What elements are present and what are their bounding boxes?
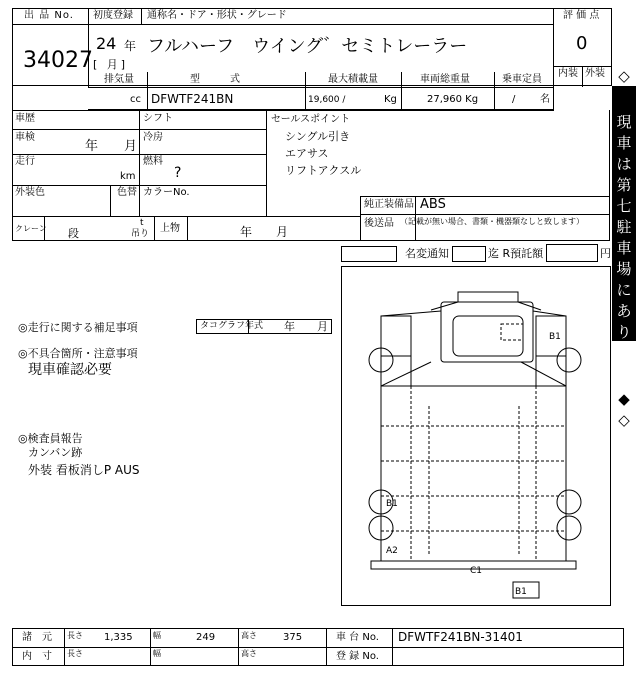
first-reg-year: 24	[96, 34, 117, 53]
sales-points-label: セールスポイント	[271, 114, 351, 125]
reg-label: 登 録 No.	[336, 651, 379, 662]
side-notice-char: 車	[616, 239, 632, 257]
side-notice-char: ◇	[618, 67, 630, 85]
mark-b1-upper: B1	[549, 332, 561, 342]
gross-weight: 27,960 Kg	[427, 94, 479, 105]
shift-label: シフト	[143, 113, 173, 124]
aftermarket-label: 後送品	[364, 218, 394, 229]
side-notice-char: す	[616, 365, 632, 383]
height-value: 375	[283, 632, 303, 643]
chassis-no: DFWTF241BN-31401	[398, 630, 523, 644]
first-reg-month: [ 月]	[93, 58, 129, 71]
deposit-label: 迄 R預託額	[488, 247, 544, 260]
side-notice-char: あ	[616, 302, 632, 320]
sales-point-3: リフトアクスル	[285, 164, 362, 177]
model-code-label: 型 式	[190, 74, 240, 85]
trailer-diagram	[341, 266, 611, 606]
genuine-equipment-label: 純正装備品	[364, 199, 414, 210]
dims-label: 諸 元	[22, 632, 52, 643]
crane-steps: 段	[68, 227, 79, 240]
max-load-label: 最大積載量	[328, 74, 378, 85]
mileage-unit: km	[120, 171, 136, 182]
crane-label: クレーン	[15, 224, 47, 233]
exterior-label: 外装	[585, 68, 605, 79]
side-notice-char: ま	[616, 344, 632, 362]
year-unit: 年	[124, 39, 137, 53]
side-notice-char: 車	[616, 134, 632, 152]
model-grade-label: 通称名・ドア・形状・グレード	[147, 10, 287, 21]
name-change-box	[341, 246, 397, 262]
side-notice-char: ◇	[618, 411, 630, 429]
color-label: 外装色	[15, 187, 45, 198]
model-code: DFWTF241BN	[151, 92, 234, 106]
mark-c1: C1	[470, 566, 483, 576]
gross-weight-label: 車両総重量	[420, 74, 470, 85]
sales-point-1: シングル引き	[285, 130, 351, 143]
upper-label: 上物	[160, 223, 180, 234]
max-load-unit: Kg	[384, 94, 397, 105]
inner-length-label: 長さ	[67, 649, 83, 658]
inner-width-label: 幅	[153, 649, 161, 658]
mark-a2: A2	[386, 546, 398, 556]
running-label: ◎走行に関する補足事項	[18, 321, 138, 334]
width-label: 幅	[153, 631, 161, 640]
fuel-value: ?	[174, 165, 182, 181]
upper-ym: 年 月	[240, 225, 289, 239]
height-label: 高さ	[241, 631, 257, 640]
capacity: /	[512, 94, 516, 105]
side-notice-char: 第	[616, 176, 632, 194]
capacity-label: 乗車定員	[502, 74, 542, 85]
side-notice-char: ◆	[618, 88, 630, 106]
rating-value: 0	[576, 33, 588, 54]
mark-b1-bottom: B1	[515, 587, 527, 597]
name-change-label: 名変通知	[405, 247, 449, 260]
side-notice-char: 駐	[616, 218, 632, 236]
lot-number: 34027	[23, 48, 93, 73]
side-notice-char: 現	[616, 113, 632, 131]
side-notice-char: は	[616, 155, 632, 173]
inspector-line-2: 外装 看板消しP AUS	[28, 463, 140, 477]
inspector-label: ◎検査員報告	[18, 432, 83, 445]
length-label: 長さ	[67, 631, 83, 640]
inspection-label: 車検	[15, 132, 35, 143]
crane-lift: 吊り	[131, 229, 150, 239]
aftermarket-note: （記載が無い場合、書類・機器類なしと致します）	[400, 217, 584, 226]
fuel-label: 燃料	[143, 156, 163, 167]
mark-b1-left: B1	[386, 499, 398, 509]
defects-text: 現車確認必要	[28, 362, 112, 378]
deposit-box	[546, 244, 598, 262]
side-notice	[612, 66, 636, 431]
side-notice-char: り	[616, 323, 632, 341]
capacity-unit: 名	[540, 94, 550, 105]
inner-height-label: 高さ	[241, 649, 257, 658]
displacement-unit: cc	[130, 94, 141, 105]
first-reg-label: 初度登録	[93, 10, 133, 21]
genuine-equipment: ABS	[420, 197, 446, 212]
name-change-box-2	[452, 246, 486, 262]
crane-tons: t	[140, 218, 144, 228]
side-notice-char: ◆	[618, 390, 630, 408]
lot-label: 出 品 No.	[24, 10, 74, 21]
length-value: 1,335	[104, 632, 133, 643]
sales-point-2: エアサス	[285, 147, 329, 160]
inspection-ym: 年 月	[85, 139, 138, 154]
width-value: 249	[196, 632, 216, 643]
history-label: 車歴	[15, 113, 35, 124]
model-name: フルハーフ ウイング゛セミトレーラー	[147, 36, 468, 57]
max-load: 19,600 /	[308, 95, 346, 105]
inspector-line-1: カンバン跡	[28, 446, 83, 459]
tacho-label: タコグラフ年式	[200, 321, 264, 331]
defects-label: ◎不具合箇所・注意事項	[18, 347, 138, 360]
mileage-label: 走行	[15, 156, 35, 167]
rating-label: 評 価 点	[563, 10, 600, 21]
tacho-ym: 年 月	[284, 320, 328, 333]
interior-label: 内装	[558, 68, 578, 79]
side-notice-char: に	[616, 281, 632, 299]
yen-label: 円	[600, 247, 611, 260]
chassis-label: 車 台 No.	[336, 632, 379, 643]
inner-label: 内 寸	[22, 651, 52, 662]
side-notice-char: 七	[616, 197, 632, 215]
displacement-label: 排気量	[104, 74, 134, 85]
side-notice-char: 場	[616, 260, 632, 278]
color-no2-label: カラーNo.	[143, 187, 190, 198]
color-no-label: 色替	[117, 187, 137, 198]
ac-label: 冷房	[143, 132, 163, 143]
